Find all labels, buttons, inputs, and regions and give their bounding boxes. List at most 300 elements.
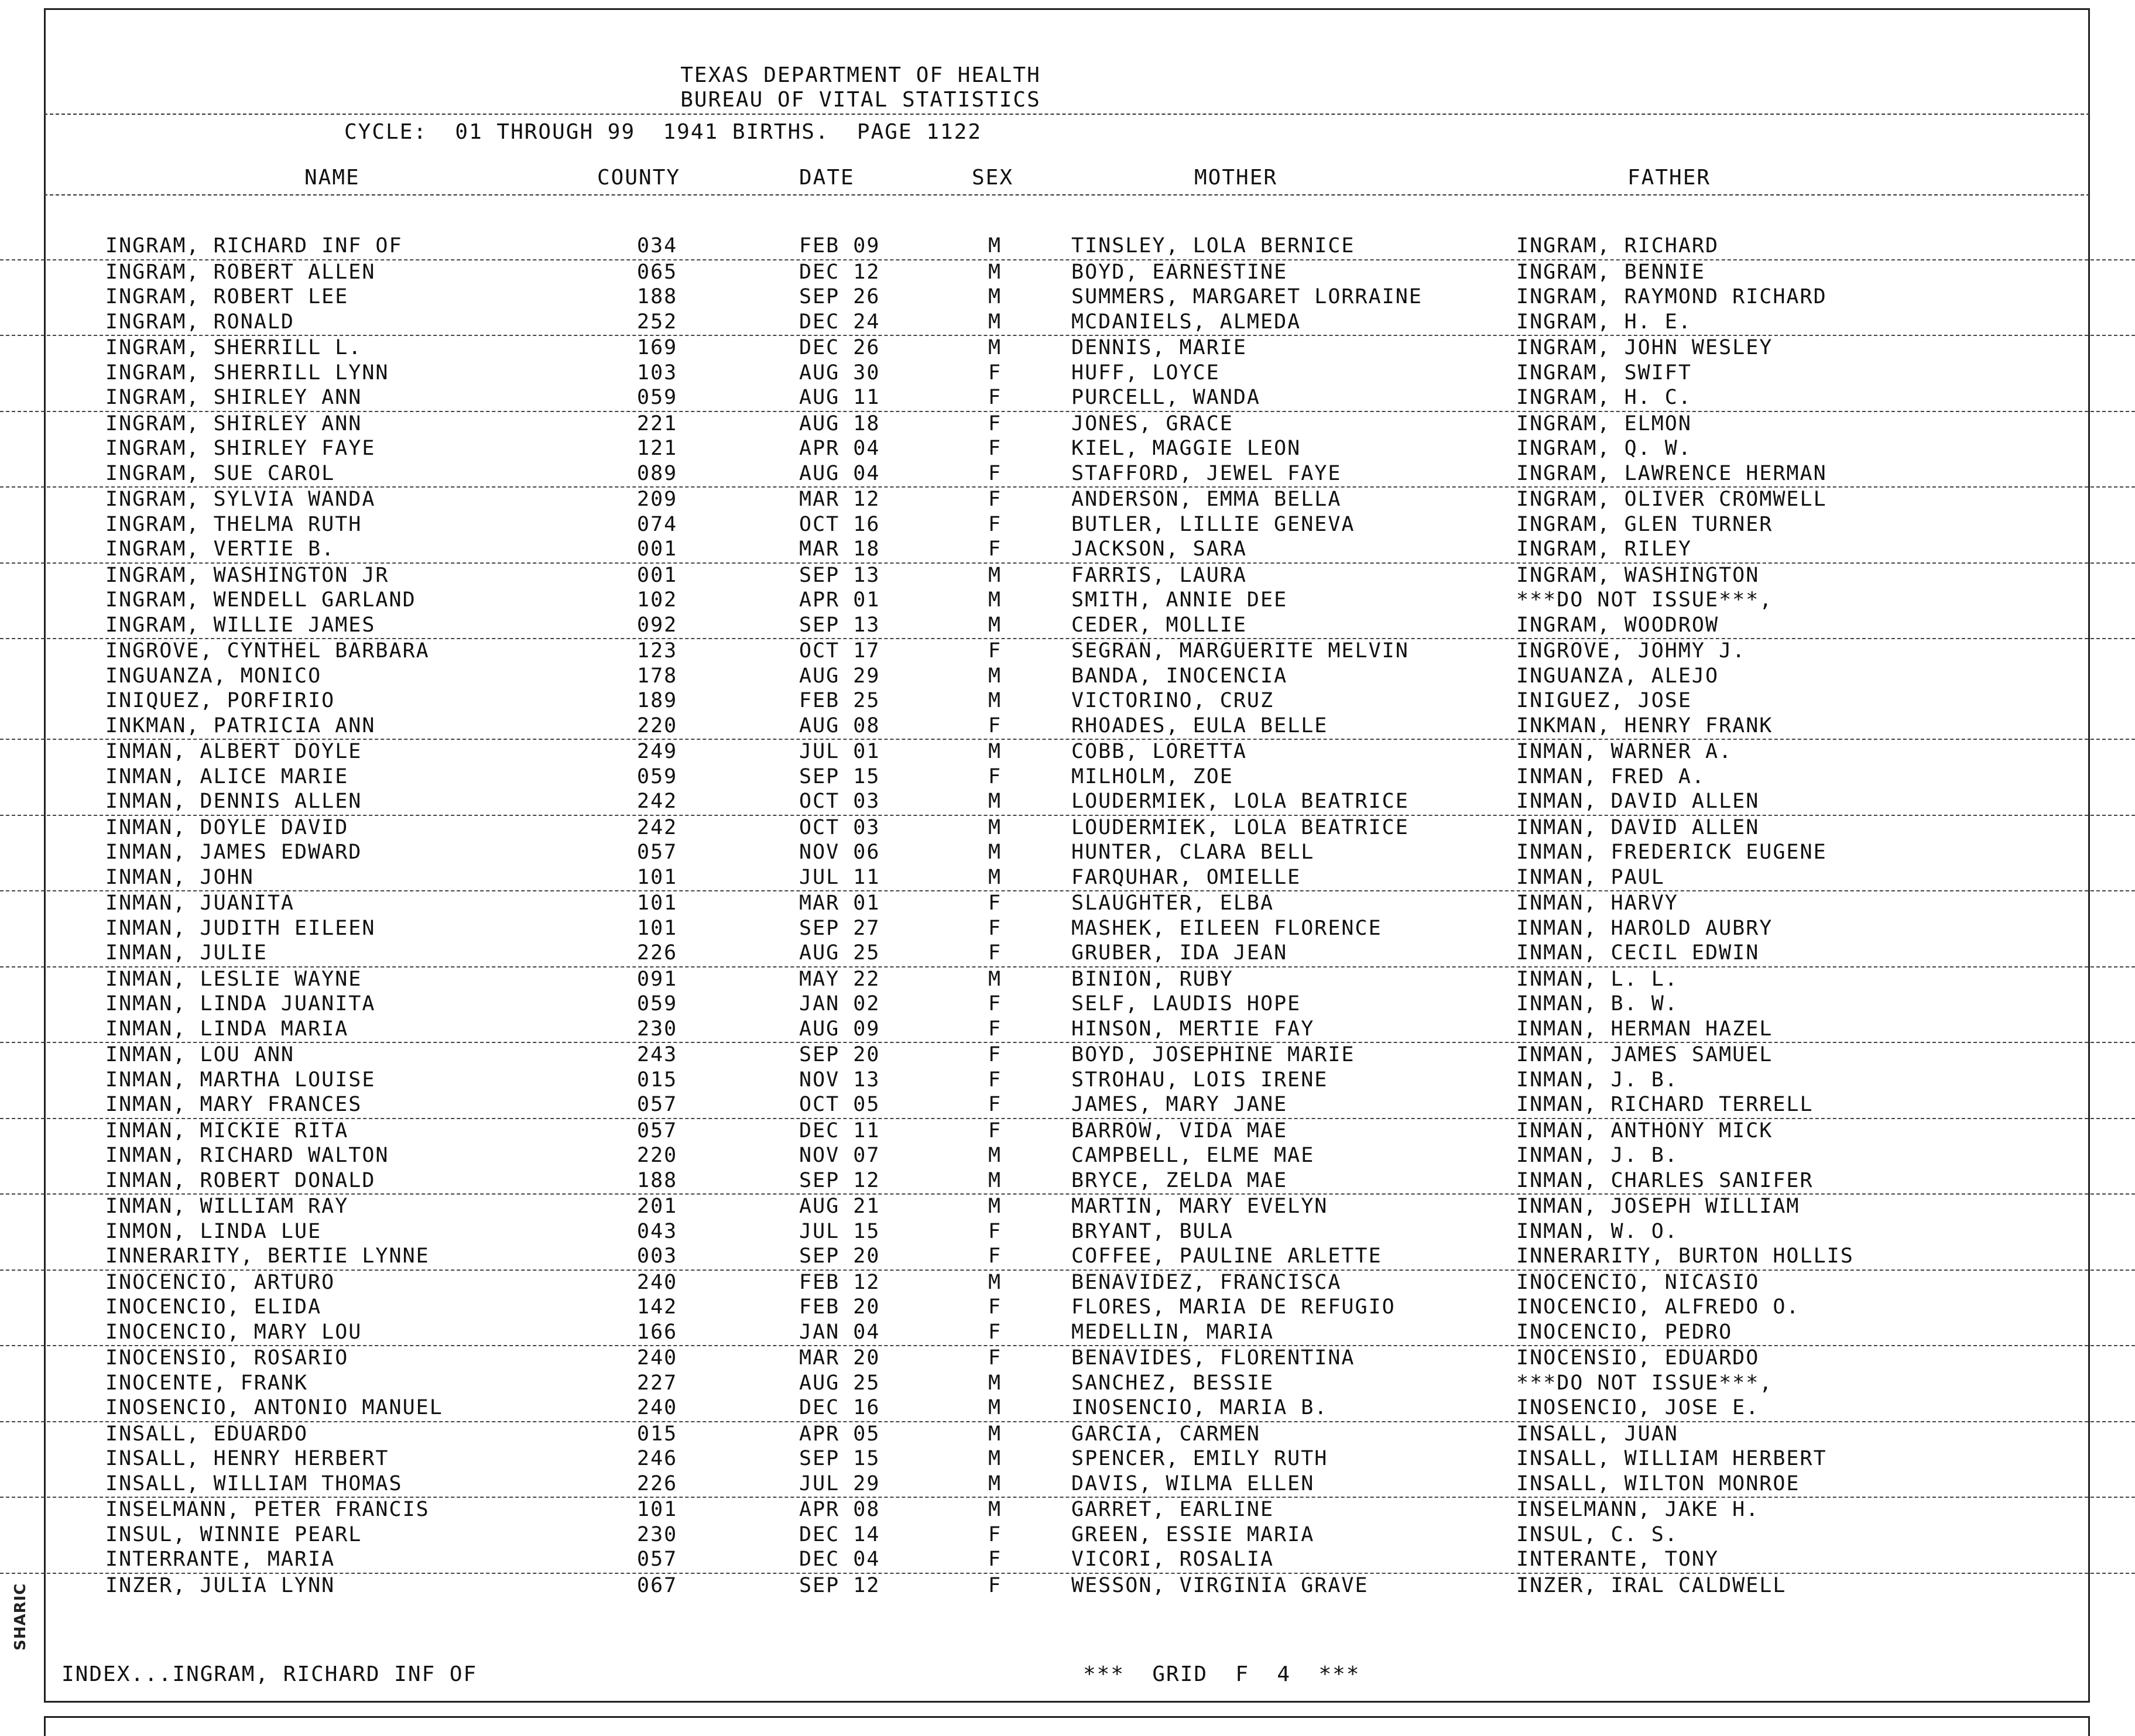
- record-mother: MARTIN, MARY EVELYN: [1071, 1195, 1328, 1218]
- record-name: INGRAM, SHIRLEY ANN: [105, 386, 362, 409]
- record-county: 230: [637, 1522, 678, 1546]
- record-sex: F: [988, 461, 1002, 485]
- record-county: 101: [637, 891, 678, 915]
- record-county: 001: [637, 563, 678, 587]
- record-name: INOCENCIO, ELIDA: [105, 1295, 322, 1319]
- record-mother: STROHAU, LOIS IRENE: [1071, 1068, 1328, 1092]
- record-sex: M: [988, 1195, 1002, 1218]
- record-name: INMAN, DENNIS ALLEN: [105, 790, 362, 813]
- record-name: INGRAM, ROBERT ALLEN: [105, 260, 376, 284]
- record-row: [0, 1144, 2135, 1169]
- record-mother: DENNIS, MARIE: [1071, 336, 1247, 359]
- record-row: [0, 588, 2135, 613]
- record-date: APR 04: [799, 437, 880, 460]
- side-label: SHARIC: [12, 1583, 29, 1651]
- record-county: 178: [637, 664, 678, 688]
- record-mother: GRUBER, IDA JEAN: [1071, 941, 1288, 965]
- record-mother: COBB, LORETTA: [1071, 740, 1247, 763]
- record-sex: F: [988, 916, 1002, 940]
- record-sex: F: [988, 1320, 1002, 1344]
- record-sex: F: [988, 411, 1002, 435]
- record-county: 121: [637, 437, 678, 460]
- record-sex: M: [988, 1144, 1002, 1167]
- record-county: 169: [637, 336, 678, 359]
- record-row: [0, 537, 2135, 564]
- record-row: [0, 1195, 2135, 1220]
- record-county: 001: [637, 537, 678, 561]
- record-mother: SLAUGHTER, ELBA: [1071, 891, 1274, 915]
- record-row: [0, 866, 2135, 892]
- record-father: INOCENCIO, NICASIO: [1516, 1270, 1760, 1294]
- record-mother: SUMMERS, MARGARET LORRAINE: [1071, 285, 1423, 308]
- record-father: INGRAM, JOHN WESLEY: [1516, 336, 1773, 359]
- record-date: DEC 16: [799, 1396, 880, 1419]
- record-row: [0, 1447, 2135, 1472]
- record-father: INMAN, HAROLD AUBRY: [1516, 916, 1773, 940]
- record-father: INGRAM, SWIFT: [1516, 361, 1692, 385]
- record-name: INMAN, ROBERT DONALD: [105, 1168, 376, 1192]
- record-name: INMAN, ALBERT DOYLE: [105, 740, 362, 763]
- record-father: INMAN, B. W.: [1516, 992, 1678, 1015]
- record-name: INOCENSIO, ROSARIO: [105, 1346, 349, 1370]
- record-date: JAN 02: [799, 992, 880, 1015]
- record-row: [0, 234, 2135, 260]
- record-county: 089: [637, 461, 678, 485]
- record-mother: HINSON, MERTIE FAY: [1071, 1017, 1315, 1041]
- record-row: [0, 1371, 2135, 1397]
- record-county: 091: [637, 967, 678, 991]
- record-father: INMAN, HARVY: [1516, 891, 1678, 915]
- record-sex: F: [988, 713, 1002, 737]
- record-sex: M: [988, 613, 1002, 637]
- record-father: INZER, IRAL CALDWELL: [1516, 1573, 1787, 1597]
- record-name: INMAN, JOHN: [105, 865, 254, 889]
- record-sex: F: [988, 488, 1002, 511]
- record-date: JUL 01: [799, 740, 880, 763]
- record-row: [0, 639, 2135, 664]
- record-name: INGRAM, THELMA RUTH: [105, 512, 362, 536]
- record-row: [0, 412, 2135, 437]
- record-mother: SPENCER, EMILY RUTH: [1071, 1447, 1328, 1470]
- record-name: INMAN, LINDA JUANITA: [105, 992, 376, 1015]
- record-date: MAR 12: [799, 488, 880, 511]
- record-name: INMON, LINDA LUE: [105, 1219, 322, 1243]
- record-county: 015: [637, 1068, 678, 1092]
- record-county: 092: [637, 613, 678, 637]
- record-sex: M: [988, 664, 1002, 688]
- record-county: 057: [637, 1548, 678, 1571]
- record-county: 220: [637, 713, 678, 737]
- record-row: [0, 1396, 2135, 1422]
- record-date: APR 05: [799, 1422, 880, 1446]
- record-sex: M: [988, 815, 1002, 839]
- record-date: DEC 24: [799, 310, 880, 334]
- record-name: INMAN, ALICE MARIE: [105, 764, 349, 788]
- record-sex: M: [988, 840, 1002, 864]
- record-county: 059: [637, 992, 678, 1015]
- record-father: INMAN, DAVID ALLEN: [1516, 790, 1760, 813]
- record-mother: HUNTER, CLARA BELL: [1071, 840, 1315, 864]
- record-county: 101: [637, 916, 678, 940]
- record-name: INSUL, WINNIE PEARL: [105, 1522, 362, 1546]
- record-name: INGRAM, WENDELL GARLAND: [105, 588, 416, 612]
- record-county: 226: [637, 941, 678, 965]
- record-date: AUG 25: [799, 941, 880, 965]
- record-father: INMAN, PAUL: [1516, 865, 1665, 889]
- record-county: 226: [637, 1471, 678, 1495]
- record-sex: F: [988, 386, 1002, 409]
- record-county: 240: [637, 1270, 678, 1294]
- record-row: [0, 941, 2135, 968]
- record-date: DEC 04: [799, 1548, 880, 1571]
- record-father: INOSENCIO, JOSE E.: [1516, 1396, 1760, 1419]
- record-date: OCT 03: [799, 790, 880, 813]
- record-row: [0, 462, 2135, 488]
- record-mother: CAMPBELL, ELME MAE: [1071, 1144, 1315, 1167]
- record-name: INGUANZA, MONICO: [105, 664, 322, 688]
- record-row: [0, 336, 2135, 361]
- record-name: INGRAM, RONALD: [105, 310, 295, 334]
- record-mother: BINION, RUBY: [1071, 967, 1233, 991]
- record-mother: LOUDERMIEK, LOLA BEATRICE: [1071, 815, 1409, 839]
- record-name: INGRAM, ROBERT LEE: [105, 285, 349, 308]
- record-name: INMAN, LOU ANN: [105, 1043, 295, 1066]
- record-county: 067: [637, 1573, 678, 1597]
- record-row: [0, 361, 2135, 386]
- record-father: INGRAM, RICHARD: [1516, 234, 1719, 258]
- record-row: [0, 513, 2135, 538]
- record-date: SEP 13: [799, 613, 880, 637]
- record-mother: SANCHEZ, BESSIE: [1071, 1371, 1274, 1395]
- record-name: INGRAM, WILLIE JAMES: [105, 613, 376, 637]
- record-mother: MASHEK, EILEEN FLORENCE: [1071, 916, 1382, 940]
- record-sex: M: [988, 790, 1002, 813]
- record-mother: VICORI, ROSALIA: [1071, 1548, 1274, 1571]
- record-row: [0, 1295, 2135, 1320]
- record-father: INGRAM, H. C.: [1516, 386, 1692, 409]
- record-name: INMAN, DOYLE DAVID: [105, 815, 349, 839]
- record-county: 201: [637, 1195, 678, 1218]
- record-date: DEC 14: [799, 1522, 880, 1546]
- record-row: [0, 1346, 2135, 1371]
- record-mother: JACKSON, SARA: [1071, 537, 1247, 561]
- record-county: 240: [637, 1396, 678, 1419]
- record-name: INMAN, WILLIAM RAY: [105, 1195, 349, 1218]
- record-date: OCT 17: [799, 639, 880, 663]
- record-row: [0, 1119, 2135, 1144]
- record-date: OCT 16: [799, 512, 880, 536]
- record-row: [0, 1320, 2135, 1347]
- record-county: 057: [637, 840, 678, 864]
- record-father: INOCENCIO, ALFREDO O.: [1516, 1295, 1800, 1319]
- record-county: 074: [637, 512, 678, 536]
- record-county: 043: [637, 1219, 678, 1243]
- record-row: [0, 1472, 2135, 1498]
- record-mother: FLORES, MARIA DE REFUGIO: [1071, 1295, 1396, 1319]
- record-row: [0, 1271, 2135, 1296]
- record-father: INSALL, JUAN: [1516, 1422, 1678, 1446]
- record-father: INGRAM, WOODROW: [1516, 613, 1719, 637]
- record-sex: M: [988, 967, 1002, 991]
- record-name: INMAN, LINDA MARIA: [105, 1017, 349, 1041]
- record-date: APR 01: [799, 588, 880, 612]
- record-mother: BRYCE, ZELDA MAE: [1071, 1168, 1288, 1192]
- record-sex: M: [988, 588, 1002, 612]
- record-father: INTERANTE, TONY: [1516, 1548, 1719, 1571]
- record-mother: MILHOLM, ZOE: [1071, 764, 1233, 788]
- record-date: NOV 13: [799, 1068, 880, 1092]
- record-father: INMAN, J. B.: [1516, 1068, 1678, 1092]
- record-date: OCT 05: [799, 1093, 880, 1116]
- record-row: [0, 790, 2135, 816]
- record-mother: TINSLEY, LOLA BERNICE: [1071, 234, 1355, 258]
- record-sex: M: [988, 740, 1002, 763]
- record-mother: BOYD, EARNESTINE: [1071, 260, 1288, 284]
- record-sex: M: [988, 285, 1002, 308]
- record-sex: M: [988, 310, 1002, 334]
- record-father: INGRAM, Q. W.: [1516, 437, 1692, 460]
- record-row: [0, 765, 2135, 790]
- record-county: 243: [637, 1043, 678, 1066]
- record-name: INZER, JULIA LYNN: [105, 1573, 335, 1597]
- record-name: INGROVE, CYNTHEL BARBARA: [105, 639, 430, 663]
- record-county: 059: [637, 764, 678, 788]
- record-date: JUL 11: [799, 865, 880, 889]
- record-mother: BOYD, JOSEPHINE MARIE: [1071, 1043, 1355, 1066]
- record-county: 101: [637, 865, 678, 889]
- agency-title: TEXAS DEPARTMENT OF HEALTH: [680, 63, 1041, 87]
- record-name: INNERARITY, BERTIE LYNNE: [105, 1244, 430, 1268]
- record-father: INMAN, L. L.: [1516, 967, 1678, 991]
- record-date: JUL 15: [799, 1219, 880, 1243]
- record-name: INOCENCIO, ARTURO: [105, 1270, 335, 1294]
- record-mother: GREEN, ESSIE MARIA: [1071, 1522, 1315, 1546]
- record-sex: M: [988, 1471, 1002, 1495]
- record-sex: M: [988, 1270, 1002, 1294]
- record-date: FEB 09: [799, 234, 880, 258]
- record-date: SEP 15: [799, 764, 880, 788]
- record-father: INGRAM, RILEY: [1516, 537, 1692, 561]
- record-date: JAN 04: [799, 1320, 880, 1344]
- record-name: INMAN, JULIE: [105, 941, 268, 965]
- record-sex: F: [988, 941, 1002, 965]
- record-sex: M: [988, 1396, 1002, 1419]
- column-header-county: COUNTY: [597, 166, 681, 190]
- record-sex: F: [988, 537, 1002, 561]
- record-row: [0, 310, 2135, 337]
- record-mother: ANDERSON, EMMA BELLA: [1071, 488, 1342, 511]
- record-name: INOSENCIO, ANTONIO MANUEL: [105, 1396, 443, 1419]
- record-mother: FARRIS, LAURA: [1071, 563, 1247, 587]
- bureau-title: BUREAU OF VITAL STATISTICS: [680, 88, 1041, 112]
- record-mother: MCDANIELS, ALMEDA: [1071, 310, 1301, 334]
- record-mother: JONES, GRACE: [1071, 411, 1233, 435]
- record-row: [0, 968, 2135, 993]
- record-county: 102: [637, 588, 678, 612]
- record-father: INMAN, JOSEPH WILLIAM: [1516, 1195, 1800, 1218]
- column-header-sex: SEX: [972, 166, 1014, 190]
- record-sex: M: [988, 260, 1002, 284]
- record-sex: F: [988, 1017, 1002, 1041]
- record-sex: M: [988, 1371, 1002, 1395]
- record-row: [0, 564, 2135, 589]
- record-sex: F: [988, 1219, 1002, 1243]
- record-date: SEP 26: [799, 285, 880, 308]
- record-date: MAR 01: [799, 891, 880, 915]
- record-father: INMAN, FREDERICK EUGENE: [1516, 840, 1827, 864]
- record-mother: BARROW, VIDA MAE: [1071, 1119, 1288, 1143]
- record-county: 227: [637, 1371, 678, 1395]
- record-date: DEC 26: [799, 336, 880, 359]
- record-sex: F: [988, 1068, 1002, 1092]
- record-father: INGRAM, OLIVER CROMWELL: [1516, 488, 1827, 511]
- grid-footer: *** GRID F 4 ***: [1083, 1662, 1360, 1686]
- record-name: INGRAM, SHERRILL L.: [105, 336, 362, 359]
- record-county: 065: [637, 260, 678, 284]
- record-row: [0, 816, 2135, 841]
- record-row: [0, 1220, 2135, 1245]
- record-date: DEC 12: [799, 260, 880, 284]
- record-sex: F: [988, 437, 1002, 460]
- record-father: INMAN, JAMES SAMUEL: [1516, 1043, 1773, 1066]
- record-date: SEP 12: [799, 1168, 880, 1192]
- index-footer: INDEX...INGRAM, RICHARD INF OF: [61, 1662, 478, 1686]
- record-sex: M: [988, 1447, 1002, 1470]
- record-county: 003: [637, 1244, 678, 1268]
- record-mother: MEDELLIN, MARIA: [1071, 1320, 1274, 1344]
- record-mother: CEDER, MOLLIE: [1071, 613, 1247, 637]
- record-father: INMAN, ANTHONY MICK: [1516, 1119, 1773, 1143]
- record-name: INGRAM, SHERRILL LYNN: [105, 361, 389, 385]
- record-county: 220: [637, 1144, 678, 1167]
- record-date: MAY 22: [799, 967, 880, 991]
- record-row: [0, 1523, 2135, 1548]
- record-name: INGRAM, SUE CAROL: [105, 461, 335, 485]
- record-county: 101: [637, 1498, 678, 1521]
- record-date: FEB 20: [799, 1295, 880, 1319]
- record-date: OCT 03: [799, 815, 880, 839]
- record-mother: PURCELL, WANDA: [1071, 386, 1261, 409]
- record-father: INMAN, CHARLES SANIFER: [1516, 1168, 1814, 1192]
- record-mother: GARCIA, CARMEN: [1071, 1422, 1261, 1446]
- record-name: INSELMANN, PETER FRANCIS: [105, 1498, 430, 1521]
- record-date: AUG 18: [799, 411, 880, 435]
- column-header-mother: MOTHER: [1194, 166, 1278, 190]
- record-date: AUG 21: [799, 1195, 880, 1218]
- record-mother: HUFF, LOYCE: [1071, 361, 1220, 385]
- header-rule: [44, 114, 2090, 115]
- record-name: INMAN, RICHARD WALTON: [105, 1144, 389, 1167]
- record-sex: M: [988, 689, 1002, 712]
- record-row: [0, 1068, 2135, 1093]
- record-father: INSUL, C. S.: [1516, 1522, 1678, 1546]
- record-sex: M: [988, 865, 1002, 889]
- record-name: INGRAM, SHIRLEY ANN: [105, 411, 362, 435]
- record-mother: GARRET, EARLINE: [1071, 1498, 1274, 1521]
- record-date: FEB 25: [799, 689, 880, 712]
- record-county: 209: [637, 488, 678, 511]
- record-father: INSALL, WILLIAM HERBERT: [1516, 1447, 1827, 1470]
- record-sex: M: [988, 1168, 1002, 1192]
- record-father: INGRAM, ELMON: [1516, 411, 1692, 435]
- record-father: INGRAM, GLEN TURNER: [1516, 512, 1773, 536]
- record-father: INKMAN, HENRY FRANK: [1516, 713, 1773, 737]
- column-header-date: DATE: [799, 166, 855, 190]
- record-mother: SEGRAN, MARGUERITE MELVIN: [1071, 639, 1409, 663]
- record-mother: FARQUHAR, OMIELLE: [1071, 865, 1301, 889]
- record-mother: LOUDERMIEK, LOLA BEATRICE: [1071, 790, 1409, 813]
- record-father: INMAN, HERMAN HAZEL: [1516, 1017, 1773, 1041]
- record-row: [0, 992, 2135, 1017]
- record-county: 123: [637, 639, 678, 663]
- record-county: 230: [637, 1017, 678, 1041]
- record-sex: M: [988, 1498, 1002, 1521]
- record-date: FEB 12: [799, 1270, 880, 1294]
- record-name: INGRAM, WASHINGTON JR: [105, 563, 389, 587]
- record-sex: F: [988, 1244, 1002, 1268]
- record-date: NOV 07: [799, 1144, 880, 1167]
- record-date: AUG 11: [799, 386, 880, 409]
- record-name: INGRAM, VERTIE B.: [105, 537, 335, 561]
- next-page-edge: [44, 1716, 2090, 1736]
- record-father: INMAN, W. O.: [1516, 1219, 1678, 1243]
- record-row: [0, 1093, 2135, 1119]
- record-father: INGRAM, RAYMOND RICHARD: [1516, 285, 1827, 308]
- record-father: INMAN, WARNER A.: [1516, 740, 1733, 763]
- record-row: [0, 840, 2135, 866]
- record-sex: M: [988, 1422, 1002, 1446]
- record-county: 221: [637, 411, 678, 435]
- record-father: INSALL, WILTON MONROE: [1516, 1471, 1800, 1495]
- record-father: INSELMANN, JAKE H.: [1516, 1498, 1760, 1521]
- record-sex: F: [988, 1295, 1002, 1319]
- record-date: JUL 29: [799, 1471, 880, 1495]
- record-row: [0, 664, 2135, 689]
- record-name: INIQUEZ, PORFIRIO: [105, 689, 335, 712]
- record-row: [0, 1244, 2135, 1271]
- record-date: NOV 06: [799, 840, 880, 864]
- record-date: APR 08: [799, 1498, 880, 1521]
- record-mother: JAMES, MARY JANE: [1071, 1093, 1288, 1116]
- record-county: 252: [637, 310, 678, 334]
- record-sex: F: [988, 764, 1002, 788]
- record-date: AUG 04: [799, 461, 880, 485]
- record-mother: STAFFORD, JEWEL FAYE: [1071, 461, 1342, 485]
- record-father: INMAN, FRED A.: [1516, 764, 1706, 788]
- record-mother: VICTORINO, CRUZ: [1071, 689, 1274, 712]
- record-name: INMAN, JAMES EDWARD: [105, 840, 362, 864]
- record-date: AUG 09: [799, 1017, 880, 1041]
- record-county: 242: [637, 790, 678, 813]
- column-header-rule: [44, 194, 2090, 195]
- record-name: INMAN, JUANITA: [105, 891, 295, 915]
- record-sex: F: [988, 1522, 1002, 1546]
- record-date: SEP 20: [799, 1244, 880, 1268]
- record-father: ***DO NOT ISSUE***,: [1516, 588, 1773, 612]
- record-sex: F: [988, 361, 1002, 385]
- record-county: 189: [637, 689, 678, 712]
- record-county: 142: [637, 1295, 678, 1319]
- record-sex: F: [988, 639, 1002, 663]
- record-name: INKMAN, PATRICIA ANN: [105, 713, 376, 737]
- record-name: INGRAM, RICHARD INF OF: [105, 234, 403, 258]
- record-name: INOCENCIO, MARY LOU: [105, 1320, 362, 1344]
- record-father: INMAN, RICHARD TERRELL: [1516, 1093, 1814, 1116]
- record-sex: M: [988, 234, 1002, 258]
- record-sex: F: [988, 512, 1002, 536]
- record-row: [0, 891, 2135, 917]
- record-sex: F: [988, 1573, 1002, 1597]
